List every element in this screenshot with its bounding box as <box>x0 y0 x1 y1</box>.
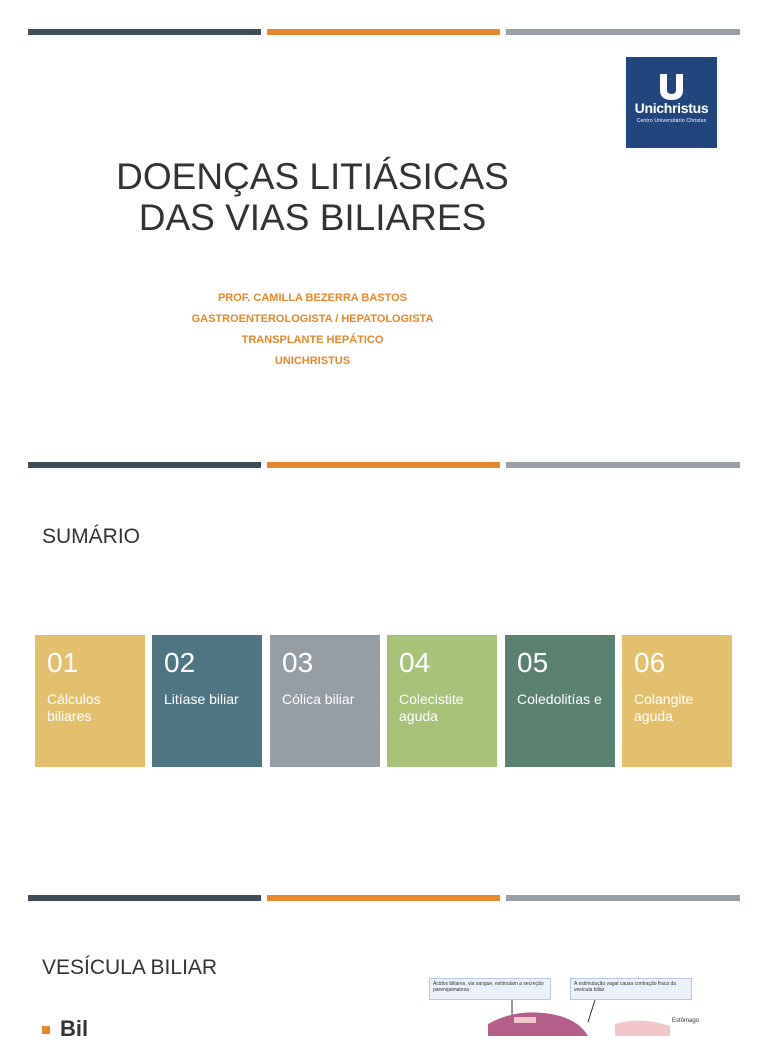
card-number: 04 <box>399 647 431 678</box>
title-line: DOENÇAS LITIÁSICAS <box>116 156 509 197</box>
bar-orange <box>267 462 500 468</box>
card-number: 03 <box>282 647 314 678</box>
card-number: 05 <box>517 647 549 678</box>
summary-card-04[interactable] <box>387 635 497 767</box>
author-field: TRANSPLANTE HEPÁTICO <box>241 334 384 346</box>
bar-gray <box>506 895 740 901</box>
figure-callout: A estimulação vagal causa contração fraca da vesícula biliar <box>570 978 692 1000</box>
bar-gray <box>506 29 740 35</box>
bar-dark <box>28 895 261 901</box>
unichristus-u-icon <box>660 74 683 100</box>
summary-slide <box>0 450 768 890</box>
title-slide <box>0 0 768 450</box>
unichristus-logo <box>626 57 717 148</box>
bullet-icon <box>42 1026 50 1034</box>
summary-card-02[interactable] <box>152 635 262 767</box>
summary-title: SUMÁRIO <box>42 525 141 548</box>
logo-subtitle: Centro Universitário Christus <box>636 118 707 124</box>
summary-card-05[interactable] <box>505 635 615 767</box>
card-number: 06 <box>634 647 666 678</box>
card-label: Colecistite aguda <box>399 691 464 724</box>
figure-callout: Ácidos biliares, via sangue, estimulam a secreção parenquimatosa <box>429 978 551 1000</box>
top-color-bars <box>28 462 740 468</box>
card-label: Colangite aguda <box>634 691 694 724</box>
card-number: 01 <box>47 647 79 678</box>
figure-label-stomach: Estômago <box>672 1018 700 1024</box>
summary-card-03[interactable] <box>270 635 380 767</box>
summary-card-01[interactable] <box>35 635 145 767</box>
card-label: Cólica biliar <box>282 691 355 707</box>
card-label: Coledolitías e <box>517 691 602 707</box>
anatomy-illustration-icon <box>410 976 710 1036</box>
bullet-text: Bil <box>60 1016 89 1041</box>
title-line: DAS VIAS BILIARES <box>138 197 487 238</box>
bar-orange <box>267 29 500 35</box>
card-label: Cálculos biliares <box>47 691 101 724</box>
top-color-bars <box>28 29 740 35</box>
bar-dark <box>28 29 261 35</box>
gallbladder-title: VESÍCULA BILIAR <box>42 956 218 979</box>
bar-dark <box>28 462 261 468</box>
author-specialty: GASTROENTEROLOGISTA / HEPATOLOGISTA <box>191 313 434 325</box>
card-number: 02 <box>164 647 196 678</box>
author-name: PROF. CAMILLA BEZERRA BASTOS <box>217 292 408 304</box>
logo-name: Unichristus <box>634 100 709 116</box>
top-color-bars <box>28 895 740 901</box>
bar-orange <box>267 895 500 901</box>
author-info <box>110 288 515 372</box>
author-institution: UNICHRISTUS <box>274 355 351 367</box>
bullet-item <box>42 1016 88 1042</box>
card-label: Litíase biliar <box>164 691 239 707</box>
gallbladder-figure <box>410 976 710 1036</box>
presentation-title <box>60 156 565 238</box>
summary-card-06[interactable] <box>622 635 732 767</box>
gallbladder-slide <box>0 890 768 1041</box>
bar-gray <box>506 462 740 468</box>
